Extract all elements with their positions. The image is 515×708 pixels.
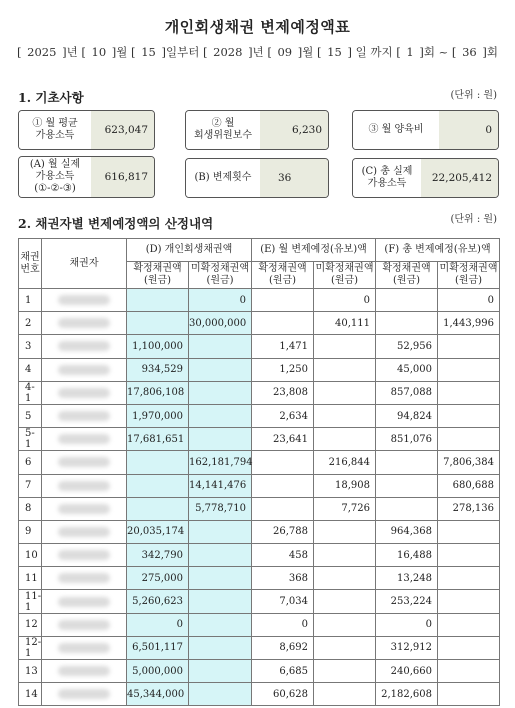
redacted-creditor-name [58, 411, 110, 421]
claim-fixed [127, 451, 189, 474]
creditor-no: 1 [19, 289, 42, 312]
col-creditor-no [19, 239, 42, 289]
creditor-no: 5-1 [19, 428, 42, 451]
total-unfixed: 1,443,996 [438, 312, 500, 335]
claim-unfixed [189, 358, 252, 381]
claim-fixed: 5,000,000 [127, 660, 189, 683]
total-fixed: 851,076 [376, 428, 438, 451]
sub-fixed [376, 262, 438, 289]
sub-unfixed [189, 262, 252, 289]
monthly-fixed [252, 451, 314, 474]
table-row [19, 636, 500, 659]
claim-fixed: 17,806,108 [127, 381, 189, 404]
claim-fixed: 934,529 [127, 358, 189, 381]
claim-unfixed [189, 335, 252, 358]
start-year: 2025 [27, 45, 57, 59]
col-f-total: (F) 총 변제예정(유보)액 [376, 239, 500, 262]
avg-income-box [18, 110, 155, 150]
redacted-creditor-name [58, 457, 110, 467]
child-support-value: 0 [439, 111, 498, 149]
claim-fixed: 342,790 [127, 544, 189, 567]
creditor-name [42, 683, 127, 706]
monthly-unfixed: 18,908 [314, 474, 376, 497]
total-fixed: 253,224 [376, 590, 438, 613]
monthly-unfixed [314, 544, 376, 567]
header-line: 확정채권액 [382, 263, 431, 274]
claim-fixed: 20,035,174 [127, 520, 189, 543]
child-support-label: ③ 월 양육비 [353, 111, 439, 149]
total-fixed: 2,182,608 [376, 683, 438, 706]
total-unfixed: 0 [438, 289, 500, 312]
claim-fixed [127, 312, 189, 335]
col-d-claim: (D) 개인회생채권액 [127, 239, 252, 262]
total-unfixed [438, 335, 500, 358]
redacted-creditor-name [58, 550, 110, 560]
total-unfixed [438, 590, 500, 613]
total-fixed: 52,956 [376, 335, 438, 358]
claim-unfixed [189, 520, 252, 543]
monthly-fixed [252, 289, 314, 312]
claim-unfixed [189, 381, 252, 404]
creditor-no: 12 [19, 613, 42, 636]
redacted-creditor-name [58, 689, 110, 699]
table-body [19, 289, 500, 706]
avg-income-value: 623,047 [91, 111, 154, 149]
monthly-unfixed: 0 [314, 289, 376, 312]
redacted-creditor-name [58, 481, 110, 491]
creditor-name [42, 520, 127, 543]
table-row [19, 474, 500, 497]
claim-fixed: 275,000 [127, 567, 189, 590]
claim-unfixed [189, 544, 252, 567]
table-row [19, 497, 500, 520]
claim-unfixed [189, 636, 252, 659]
claim-unfixed [189, 660, 252, 683]
label-line: (①-②-③) [34, 183, 76, 194]
repayment-count-box [185, 158, 329, 198]
label-line: 가용소득 [367, 178, 407, 189]
creditor-no: 5 [19, 404, 42, 427]
redacted-creditor-name [58, 527, 110, 537]
total-unfixed [438, 683, 500, 706]
total-income-label [353, 159, 421, 197]
period-text: ] 일 까지 [ [347, 45, 401, 59]
table-row [19, 451, 500, 474]
monthly-unfixed [314, 590, 376, 613]
label-line: ② 월 [211, 118, 235, 129]
monthly-unfixed [314, 683, 376, 706]
start-month: 10 [91, 45, 107, 59]
monthly-fixed: 1,471 [252, 335, 314, 358]
table-row [19, 381, 500, 404]
actual-income-label [19, 157, 91, 197]
creditor-name [42, 567, 127, 590]
header-line: (원금) [454, 275, 483, 286]
total-fixed: 964,368 [376, 520, 438, 543]
sub-fixed [127, 262, 189, 289]
period-text: ]회 ~ [ [419, 45, 457, 59]
total-unfixed: 680,688 [438, 474, 500, 497]
creditor-no: 10 [19, 544, 42, 567]
total-unfixed [438, 520, 500, 543]
end-day: 15 [327, 45, 342, 59]
header-line: 미확정채권액 [439, 263, 498, 274]
creditor-no: 12-1 [19, 636, 42, 659]
claim-fixed: 1,100,000 [127, 335, 189, 358]
table-row [19, 683, 500, 706]
creditor-no: 2 [19, 312, 42, 335]
creditor-name [42, 358, 127, 381]
table-row [19, 335, 500, 358]
claim-unfixed: 162,181,794 [189, 451, 252, 474]
col-creditor: 채권자 [42, 239, 127, 289]
col-e-monthly: (E) 월 변제예정(유보)액 [252, 239, 376, 262]
claim-fixed: 6,501,117 [127, 636, 189, 659]
creditor-name [42, 404, 127, 427]
redacted-creditor-name [58, 318, 110, 328]
trustee-fee-value: 6,230 [260, 111, 328, 149]
repayment-period [0, 44, 515, 60]
total-fixed: 312,912 [376, 636, 438, 659]
creditor-name [42, 474, 127, 497]
total-fixed: 240,660 [376, 660, 438, 683]
label-line: ① 월 평균 [32, 118, 78, 129]
monthly-fixed: 2,634 [252, 404, 314, 427]
claim-fixed: 17,681,651 [127, 428, 189, 451]
monthly-fixed: 7,034 [252, 590, 314, 613]
redacted-creditor-name [58, 597, 110, 607]
monthly-unfixed [314, 613, 376, 636]
monthly-unfixed [314, 428, 376, 451]
header-line: (원금) [143, 275, 172, 286]
total-fixed: 13,248 [376, 567, 438, 590]
label-line: 가용소득 [35, 130, 75, 141]
period-text: ]일부터 [ [161, 45, 208, 59]
creditor-name [42, 590, 127, 613]
section-1-unit: (단위 : 원) [450, 90, 497, 101]
header-line: (원금) [206, 275, 234, 286]
monthly-unfixed [314, 335, 376, 358]
total-income-box [352, 158, 499, 198]
label-line: (C) 총 실제 [361, 166, 413, 177]
claim-unfixed [189, 567, 252, 590]
trustee-fee-box [185, 110, 329, 150]
header-line: (원금) [268, 275, 297, 286]
table-row [19, 590, 500, 613]
creditor-no: 11 [19, 567, 42, 590]
section-2-unit: (단위 : 원) [450, 214, 497, 225]
redacted-creditor-name [58, 666, 110, 676]
claim-unfixed: 14,141,476 [189, 474, 252, 497]
repayment-count-label: (B) 변제횟수 [186, 159, 260, 197]
monthly-unfixed [314, 520, 376, 543]
monthly-fixed: 458 [252, 544, 314, 567]
creditor-name [42, 289, 127, 312]
monthly-unfixed: 40,111 [314, 312, 376, 335]
claim-unfixed [189, 683, 252, 706]
repayment-count-value: 36 [260, 159, 328, 197]
total-fixed: 0 [376, 613, 438, 636]
creditor-no: 9 [19, 520, 42, 543]
table-row [19, 660, 500, 683]
monthly-unfixed [314, 567, 376, 590]
creditor-no: 3 [19, 335, 42, 358]
total-fixed [376, 312, 438, 335]
creditor-name [42, 312, 127, 335]
creditor-no: 8 [19, 497, 42, 520]
claim-fixed [127, 474, 189, 497]
label-line: 회생위원보수 [194, 130, 252, 141]
period-text: ]회 [482, 45, 498, 59]
first-round: 1 [406, 45, 414, 59]
monthly-fixed: 1,250 [252, 358, 314, 381]
total-unfixed [438, 428, 500, 451]
redacted-creditor-name [58, 365, 110, 375]
creditor-no: 4-1 [19, 381, 42, 404]
creditor-name [42, 381, 127, 404]
monthly-fixed [252, 474, 314, 497]
creditor-name [42, 613, 127, 636]
header-line: (원금) [392, 275, 421, 286]
monthly-fixed: 23,641 [252, 428, 314, 451]
header-line: 확정채권액 [133, 263, 182, 274]
total-unfixed [438, 567, 500, 590]
header-line: 미확정채권액 [191, 263, 249, 274]
monthly-fixed: 60,628 [252, 683, 314, 706]
header-line: 채권 [20, 251, 40, 263]
monthly-fixed: 0 [252, 613, 314, 636]
monthly-unfixed [314, 358, 376, 381]
claim-unfixed [189, 590, 252, 613]
header-line: 미확정채권액 [315, 263, 374, 274]
total-unfixed: 278,136 [438, 497, 500, 520]
label-line: (A) 월 실제 [29, 159, 81, 170]
repayment-table [18, 238, 500, 706]
table-row [19, 544, 500, 567]
start-day: 15 [141, 45, 156, 59]
claim-unfixed: 0 [189, 289, 252, 312]
creditor-no: 14 [19, 683, 42, 706]
monthly-fixed: 368 [252, 567, 314, 590]
monthly-unfixed: 7,726 [314, 497, 376, 520]
period-text: ]월 [ [111, 45, 136, 59]
redacted-creditor-name [58, 295, 110, 305]
claim-unfixed [189, 428, 252, 451]
section-1-heading: 1. 기초사항 [18, 90, 84, 105]
end-month: 09 [277, 45, 293, 59]
period-text: [ [17, 45, 22, 59]
claim-fixed [127, 289, 189, 312]
monthly-fixed: 23,808 [252, 381, 314, 404]
total-fixed [376, 289, 438, 312]
claim-fixed: 0 [127, 613, 189, 636]
end-year: 2028 [213, 45, 243, 59]
sub-fixed [252, 262, 314, 289]
total-unfixed: 7,806,384 [438, 451, 500, 474]
period-text: ]월 [ [297, 45, 322, 59]
child-support-box [352, 110, 499, 150]
total-unfixed [438, 660, 500, 683]
creditor-name [42, 428, 127, 451]
table-row [19, 358, 500, 381]
monthly-unfixed [314, 404, 376, 427]
actual-income-value: 616,817 [91, 157, 154, 197]
total-fixed: 16,488 [376, 544, 438, 567]
creditor-name [42, 335, 127, 358]
creditor-name [42, 544, 127, 567]
total-fixed [376, 474, 438, 497]
monthly-fixed [252, 312, 314, 335]
creditor-no: 6 [19, 451, 42, 474]
total-unfixed [438, 358, 500, 381]
avg-income-label [19, 111, 91, 149]
claim-fixed [127, 497, 189, 520]
monthly-unfixed [314, 660, 376, 683]
monthly-fixed [252, 497, 314, 520]
claim-fixed: 45,344,000 [127, 683, 189, 706]
total-fixed: 857,088 [376, 381, 438, 404]
redacted-creditor-name [58, 504, 110, 514]
claim-fixed: 1,970,000 [127, 404, 189, 427]
creditor-no: 4 [19, 358, 42, 381]
period-text: ]년 [ [62, 45, 86, 59]
header-line: (원금) [330, 275, 359, 286]
document-title: 개인회생채권 변제예정액표 [164, 18, 351, 36]
redacted-creditor-name [58, 573, 110, 583]
header-line: 확정채권액 [258, 263, 307, 274]
total-fixed [376, 497, 438, 520]
redacted-creditor-name [58, 620, 110, 630]
total-income-value: 22,205,412 [421, 159, 498, 197]
creditor-name [42, 451, 127, 474]
creditor-no: 11-1 [19, 590, 42, 613]
sub-unfixed [314, 262, 376, 289]
total-unfixed [438, 613, 500, 636]
total-fixed [376, 451, 438, 474]
claim-unfixed: 30,000,000 [189, 312, 252, 335]
table-row [19, 289, 500, 312]
claim-fixed: 5,260,623 [127, 590, 189, 613]
redacted-creditor-name [58, 388, 110, 398]
table-row [19, 613, 500, 636]
table-row [19, 520, 500, 543]
monthly-unfixed [314, 636, 376, 659]
sub-unfixed [438, 262, 500, 289]
last-round: 36 [462, 45, 477, 59]
trustee-fee-label [186, 111, 260, 149]
total-fixed: 94,824 [376, 404, 438, 427]
table-row [19, 312, 500, 335]
table-row [19, 404, 500, 427]
total-unfixed [438, 404, 500, 427]
monthly-fixed: 26,788 [252, 520, 314, 543]
monthly-fixed: 8,692 [252, 636, 314, 659]
creditor-name [42, 660, 127, 683]
claim-unfixed [189, 613, 252, 636]
creditor-no: 7 [19, 474, 42, 497]
total-unfixed [438, 381, 500, 404]
redacted-creditor-name [58, 341, 110, 351]
actual-income-box [18, 156, 155, 198]
total-fixed: 45,000 [376, 358, 438, 381]
table-row [19, 428, 500, 451]
total-unfixed [438, 636, 500, 659]
creditor-no: 13 [19, 660, 42, 683]
monthly-fixed: 6,685 [252, 660, 314, 683]
total-unfixed [438, 544, 500, 567]
label-line: 가용소득 [35, 171, 75, 182]
monthly-unfixed [314, 381, 376, 404]
header-line: 번호 [20, 263, 40, 275]
redacted-creditor-name [58, 434, 110, 444]
creditor-name [42, 497, 127, 520]
creditor-name [42, 636, 127, 659]
claim-unfixed [189, 404, 252, 427]
table-row [19, 567, 500, 590]
section-2-heading: 2. 채권자별 변제예정액의 산정내역 [18, 216, 214, 231]
monthly-unfixed: 216,844 [314, 451, 376, 474]
period-text: ]년 [ [248, 45, 272, 59]
redacted-creditor-name [58, 643, 110, 653]
claim-unfixed: 5,778,710 [189, 497, 252, 520]
